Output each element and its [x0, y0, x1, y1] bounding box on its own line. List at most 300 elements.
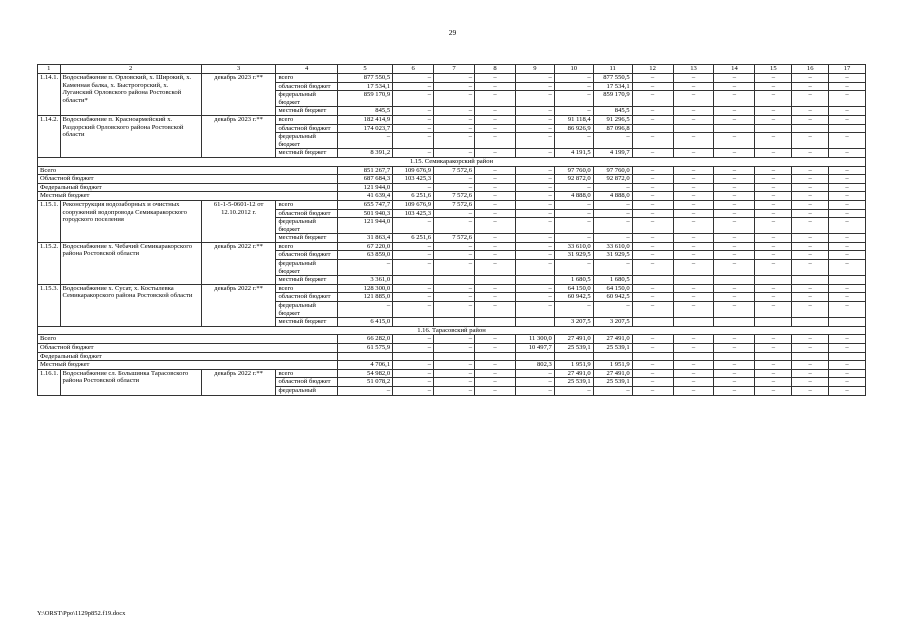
table-cell: 3 361,0: [337, 276, 392, 285]
table-cell: –: [714, 91, 755, 107]
table-cell: –: [515, 369, 554, 378]
table-cell: –: [393, 149, 434, 158]
table-row: [38, 369, 866, 378]
table-cell: –: [393, 335, 434, 344]
table-cell: –: [714, 133, 755, 149]
table-cell: [755, 276, 792, 285]
table-cell: [755, 352, 792, 361]
table-cell: [475, 318, 516, 327]
table-cell: –: [475, 124, 516, 133]
table-cell: [434, 318, 475, 327]
table-cell: –: [475, 344, 516, 353]
table-cell: –: [475, 335, 516, 344]
column-number: 16: [792, 65, 829, 74]
table-cell: –: [515, 378, 554, 387]
table-cell: [515, 276, 554, 285]
project-name: Водоснабжение х. Сусат, х. Костылевка Семикаракорского района Ростовской области: [60, 284, 201, 326]
table-cell: –: [475, 260, 516, 276]
table-cell: –: [792, 149, 829, 158]
table-cell: –: [475, 183, 516, 192]
table-cell: –: [792, 183, 829, 192]
table-cell: –: [515, 82, 554, 91]
table-cell: –: [393, 260, 434, 276]
table-cell: 103 425,3: [393, 175, 434, 184]
funding-source: областной бюджет: [276, 82, 337, 91]
summary-label: Местный бюджет: [38, 361, 338, 370]
table-cell: –: [755, 302, 792, 318]
table-cell: [829, 318, 866, 327]
table-cell: 877 550,5: [593, 74, 632, 83]
table-cell: –: [829, 302, 866, 318]
table-cell: –: [673, 82, 714, 91]
table-cell: [792, 124, 829, 133]
table-cell: –: [673, 284, 714, 293]
table-cell: –: [475, 361, 516, 370]
table-cell: 25 539,1: [593, 344, 632, 353]
table-cell: –: [792, 91, 829, 107]
table-cell: –: [515, 183, 554, 192]
table-cell: [434, 352, 475, 361]
table-cell: –: [714, 218, 755, 234]
table-cell: –: [632, 260, 673, 276]
table-cell: 7 572,6: [434, 192, 475, 201]
table-cell: –: [593, 183, 632, 192]
table-cell: 3 207,5: [593, 318, 632, 327]
table-cell: –: [393, 218, 434, 234]
table-cell: –: [673, 386, 714, 395]
table-cell: –: [755, 335, 792, 344]
table-cell: –: [632, 369, 673, 378]
table-cell: –: [632, 335, 673, 344]
table-cell: –: [755, 361, 792, 370]
table-cell: –: [792, 175, 829, 184]
table-cell: 10 497,7: [515, 344, 554, 353]
table-cell: –: [714, 386, 755, 395]
table-cell: –: [829, 293, 866, 302]
table-cell: 7 572,6: [434, 200, 475, 209]
table-cell: –: [515, 251, 554, 260]
table-cell: –: [434, 293, 475, 302]
table-cell: –: [475, 149, 516, 158]
table-cell: –: [755, 166, 792, 175]
table-cell: –: [673, 293, 714, 302]
summary-label: Всего: [38, 335, 338, 344]
table-cell: –: [755, 234, 792, 243]
table-cell: –: [829, 74, 866, 83]
table-cell: –: [475, 192, 516, 201]
table-cell: –: [475, 166, 516, 175]
table-cell: –: [755, 242, 792, 251]
table-cell: –: [515, 166, 554, 175]
table-cell: –: [714, 183, 755, 192]
table-cell: –: [792, 335, 829, 344]
table-cell: [632, 318, 673, 327]
table-cell: –: [714, 369, 755, 378]
table-cell: –: [792, 386, 829, 395]
table-cell: 41 639,4: [337, 192, 392, 201]
funding-source: местный бюджет: [276, 234, 337, 243]
table-cell: [829, 352, 866, 361]
table-cell: –: [337, 386, 392, 395]
table-cell: –: [632, 175, 673, 184]
table-cell: –: [393, 183, 434, 192]
table-cell: –: [755, 82, 792, 91]
table-cell: –: [434, 107, 475, 116]
table-cell: [393, 352, 434, 361]
table-cell: –: [554, 260, 593, 276]
table-cell: –: [792, 74, 829, 83]
table-cell: 97 760,0: [593, 166, 632, 175]
table-cell: –: [714, 242, 755, 251]
table-cell: –: [475, 242, 516, 251]
funding-source: всего: [276, 115, 337, 124]
table-cell: [393, 276, 434, 285]
summary-label: Областной бюджет: [38, 175, 338, 184]
table-cell: –: [792, 302, 829, 318]
table-cell: –: [792, 361, 829, 370]
table-cell: –: [829, 218, 866, 234]
table-cell: –: [792, 284, 829, 293]
table-cell: –: [755, 260, 792, 276]
table-cell: –: [829, 234, 866, 243]
table-cell: –: [792, 200, 829, 209]
table-cell: –: [434, 115, 475, 124]
table-cell: 7 572,6: [434, 166, 475, 175]
funding-source: федеральный бюджет: [276, 260, 337, 276]
funding-source: федеральный бюджет: [276, 91, 337, 107]
table-cell: [393, 318, 434, 327]
funding-source: местный бюджет: [276, 107, 337, 116]
table-cell: –: [829, 335, 866, 344]
table-cell: –: [434, 344, 475, 353]
table-cell: –: [829, 175, 866, 184]
table-cell: –: [434, 149, 475, 158]
table-cell: –: [632, 386, 673, 395]
table-cell: –: [673, 361, 714, 370]
table-cell: 27 491,0: [554, 369, 593, 378]
table-cell: –: [475, 175, 516, 184]
table-cell: –: [755, 386, 792, 395]
table-cell: 31 863,4: [337, 234, 392, 243]
table-cell: –: [673, 200, 714, 209]
table-cell: 51 078,2: [337, 378, 392, 387]
funding-source: всего: [276, 284, 337, 293]
table-cell: –: [792, 234, 829, 243]
summary-row: [38, 361, 866, 370]
table-cell: –: [434, 284, 475, 293]
table-cell: –: [714, 115, 755, 124]
table-cell: –: [515, 200, 554, 209]
table-cell: 86 926,9: [554, 124, 593, 133]
table-cell: –: [515, 149, 554, 158]
table-cell: –: [515, 133, 554, 149]
table-cell: –: [393, 124, 434, 133]
table-cell: –: [755, 284, 792, 293]
table-cell: –: [673, 369, 714, 378]
table-cell: –: [632, 107, 673, 116]
funding-source: областной бюджет: [276, 209, 337, 218]
table-cell: –: [673, 242, 714, 251]
table-cell: 121 944,0: [337, 218, 392, 234]
table-cell: [593, 352, 632, 361]
project-number: 1.15.3.: [38, 284, 61, 326]
table-cell: 174 023,7: [337, 124, 392, 133]
table-cell: –: [515, 91, 554, 107]
table-cell: –: [475, 115, 516, 124]
table-cell: [714, 124, 755, 133]
table-cell: –: [393, 302, 434, 318]
column-number: 2: [60, 65, 201, 74]
table-cell: [714, 276, 755, 285]
summary-row: [38, 352, 866, 361]
table-cell: –: [632, 91, 673, 107]
table-cell: 1 951,9: [554, 361, 593, 370]
funding-source: федеральный бюджет: [276, 218, 337, 234]
table-cell: –: [714, 335, 755, 344]
table-cell: –: [755, 200, 792, 209]
table-cell: 31 929,5: [593, 251, 632, 260]
table-cell: –: [593, 200, 632, 209]
table-cell: –: [792, 369, 829, 378]
table-cell: –: [755, 218, 792, 234]
table-cell: –: [554, 133, 593, 149]
table-cell: –: [792, 115, 829, 124]
table-cell: –: [829, 378, 866, 387]
table-cell: –: [515, 218, 554, 234]
table-cell: –: [829, 107, 866, 116]
column-number: 6: [393, 65, 434, 74]
summary-row: [38, 175, 866, 184]
table-cell: 6 415,0: [337, 318, 392, 327]
table-cell: –: [714, 302, 755, 318]
table-cell: –: [393, 378, 434, 387]
table-cell: –: [673, 107, 714, 116]
table-cell: –: [475, 200, 516, 209]
table-cell: 54 982,0: [337, 369, 392, 378]
table-cell: 845,5: [337, 107, 392, 116]
table-cell: –: [515, 260, 554, 276]
table-cell: –: [829, 344, 866, 353]
table-cell: –: [393, 293, 434, 302]
table-cell: –: [829, 183, 866, 192]
table-cell: –: [554, 183, 593, 192]
table-cell: 27 491,0: [593, 369, 632, 378]
table-cell: –: [792, 166, 829, 175]
table-cell: –: [434, 378, 475, 387]
table-cell: [475, 352, 516, 361]
table-cell: –: [475, 293, 516, 302]
table-cell: [554, 352, 593, 361]
table-cell: –: [393, 284, 434, 293]
table-cell: [632, 124, 673, 133]
project-name: Водоснабжение сл. Большинка Тарасовского района Ростовской области: [60, 369, 201, 395]
table-cell: 109 676,9: [393, 166, 434, 175]
table-cell: 92 872,0: [554, 175, 593, 184]
column-number: 14: [714, 65, 755, 74]
table-cell: –: [434, 260, 475, 276]
summary-label: Федеральный бюджет: [38, 183, 338, 192]
table-cell: –: [515, 209, 554, 218]
table-cell: –: [515, 74, 554, 83]
table-cell: [632, 352, 673, 361]
table-cell: –: [673, 115, 714, 124]
table-cell: [673, 318, 714, 327]
table-cell: –: [673, 133, 714, 149]
table-cell: –: [475, 302, 516, 318]
project-number: 1.16.1.: [38, 369, 61, 395]
table-cell: –: [632, 234, 673, 243]
table-cell: –: [393, 133, 434, 149]
table-cell: –: [632, 251, 673, 260]
funding-source: всего: [276, 242, 337, 251]
table-cell: 64 150,0: [554, 284, 593, 293]
table-cell: 25 539,1: [554, 378, 593, 387]
table-cell: –: [554, 200, 593, 209]
table-cell: 17 534,1: [337, 82, 392, 91]
column-number: 3: [201, 65, 276, 74]
table-cell: –: [792, 133, 829, 149]
table-cell: 25 539,1: [554, 344, 593, 353]
summary-row: [38, 335, 866, 344]
table-cell: –: [554, 209, 593, 218]
table-cell: –: [593, 133, 632, 149]
table-cell: –: [434, 369, 475, 378]
project-term: декабрь 2022 г.**: [201, 369, 276, 395]
table-cell: –: [714, 293, 755, 302]
table-cell: –: [714, 175, 755, 184]
table-cell: –: [632, 344, 673, 353]
project-number: 1.14.1.: [38, 74, 61, 116]
funding-source: областной бюджет: [276, 124, 337, 133]
table-cell: –: [755, 91, 792, 107]
page-number: 29: [448, 28, 457, 37]
project-name: Водоснабжение п. Орловский, х. Широкий, х. Каменная балка, х. Быстрогорский, х. Луганский Орловского района Ростовской области*: [60, 74, 201, 116]
table-cell: 4 888,0: [593, 192, 632, 201]
column-number: 5: [337, 65, 392, 74]
column-number: 4: [276, 65, 337, 74]
funding-source: местный бюджет: [276, 276, 337, 285]
table-cell: –: [714, 82, 755, 91]
table-cell: 6 251,6: [393, 234, 434, 243]
table-cell: –: [337, 302, 392, 318]
table-cell: 6 251,6: [393, 192, 434, 201]
funding-source: местный бюджет: [276, 149, 337, 158]
table-cell: 1 951,9: [593, 361, 632, 370]
table-cell: –: [632, 284, 673, 293]
funding-source: федеральный бюджет: [276, 133, 337, 149]
funding-source: федеральный бюджет: [276, 302, 337, 318]
table-cell: –: [632, 115, 673, 124]
table-cell: –: [632, 192, 673, 201]
column-number: 1: [38, 65, 61, 74]
summary-row: [38, 166, 866, 175]
table-cell: [792, 352, 829, 361]
funding-source: всего: [276, 74, 337, 83]
table-cell: [792, 276, 829, 285]
table-cell: –: [632, 82, 673, 91]
table-cell: –: [714, 209, 755, 218]
table-cell: [673, 124, 714, 133]
table-cell: –: [475, 284, 516, 293]
table-cell: 11 300,0: [515, 335, 554, 344]
table-cell: –: [632, 133, 673, 149]
table-cell: –: [673, 166, 714, 175]
column-number: 8: [475, 65, 516, 74]
table-row: [38, 284, 866, 293]
table-cell: 128 300,0: [337, 284, 392, 293]
table-cell: –: [755, 133, 792, 149]
table-cell: –: [792, 242, 829, 251]
table-cell: –: [593, 218, 632, 234]
table-cell: –: [632, 200, 673, 209]
funding-source: местный бюджет: [276, 318, 337, 327]
table-cell: [829, 124, 866, 133]
table-cell: –: [829, 200, 866, 209]
table-cell: –: [755, 293, 792, 302]
table-cell: –: [673, 149, 714, 158]
table-cell: –: [475, 386, 516, 395]
project-term: декабрь 2022 г.**: [201, 284, 276, 326]
table-cell: –: [475, 209, 516, 218]
table-cell: –: [475, 91, 516, 107]
table-cell: –: [393, 251, 434, 260]
table-cell: –: [792, 251, 829, 260]
table-row: [38, 242, 866, 251]
table-cell: –: [593, 386, 632, 395]
table-cell: –: [632, 242, 673, 251]
table-cell: –: [515, 386, 554, 395]
table-cell: –: [755, 107, 792, 116]
table-cell: –: [632, 361, 673, 370]
table-cell: –: [714, 284, 755, 293]
table-cell: –: [829, 133, 866, 149]
table-cell: 27 491,0: [593, 335, 632, 344]
table-cell: 655 747,7: [337, 200, 392, 209]
table-cell: –: [673, 218, 714, 234]
table-cell: –: [714, 149, 755, 158]
table-cell: –: [475, 369, 516, 378]
table-cell: 859 170,9: [337, 91, 392, 107]
table-cell: –: [515, 293, 554, 302]
table-cell: –: [792, 293, 829, 302]
table-cell: –: [714, 107, 755, 116]
table-cell: [515, 352, 554, 361]
column-number: 17: [829, 65, 866, 74]
table-cell: [673, 352, 714, 361]
table-cell: –: [792, 107, 829, 116]
table-cell: –: [434, 209, 475, 218]
table-cell: 31 929,5: [554, 251, 593, 260]
table-cell: –: [434, 183, 475, 192]
table-cell: 7 572,6: [434, 234, 475, 243]
table-cell: –: [714, 192, 755, 201]
summary-row: [38, 344, 866, 353]
table-cell: –: [434, 335, 475, 344]
table-cell: 91 118,4: [554, 115, 593, 124]
table-cell: 27 491,0: [554, 335, 593, 344]
section-header: [38, 157, 866, 166]
table-cell: –: [554, 302, 593, 318]
table-cell: –: [515, 302, 554, 318]
table-cell: –: [829, 91, 866, 107]
table-cell: –: [515, 175, 554, 184]
table-cell: –: [515, 242, 554, 251]
table-cell: –: [673, 344, 714, 353]
table-cell: –: [632, 183, 673, 192]
table-cell: [829, 276, 866, 285]
table-cell: –: [337, 133, 392, 149]
table-cell: [337, 352, 392, 361]
